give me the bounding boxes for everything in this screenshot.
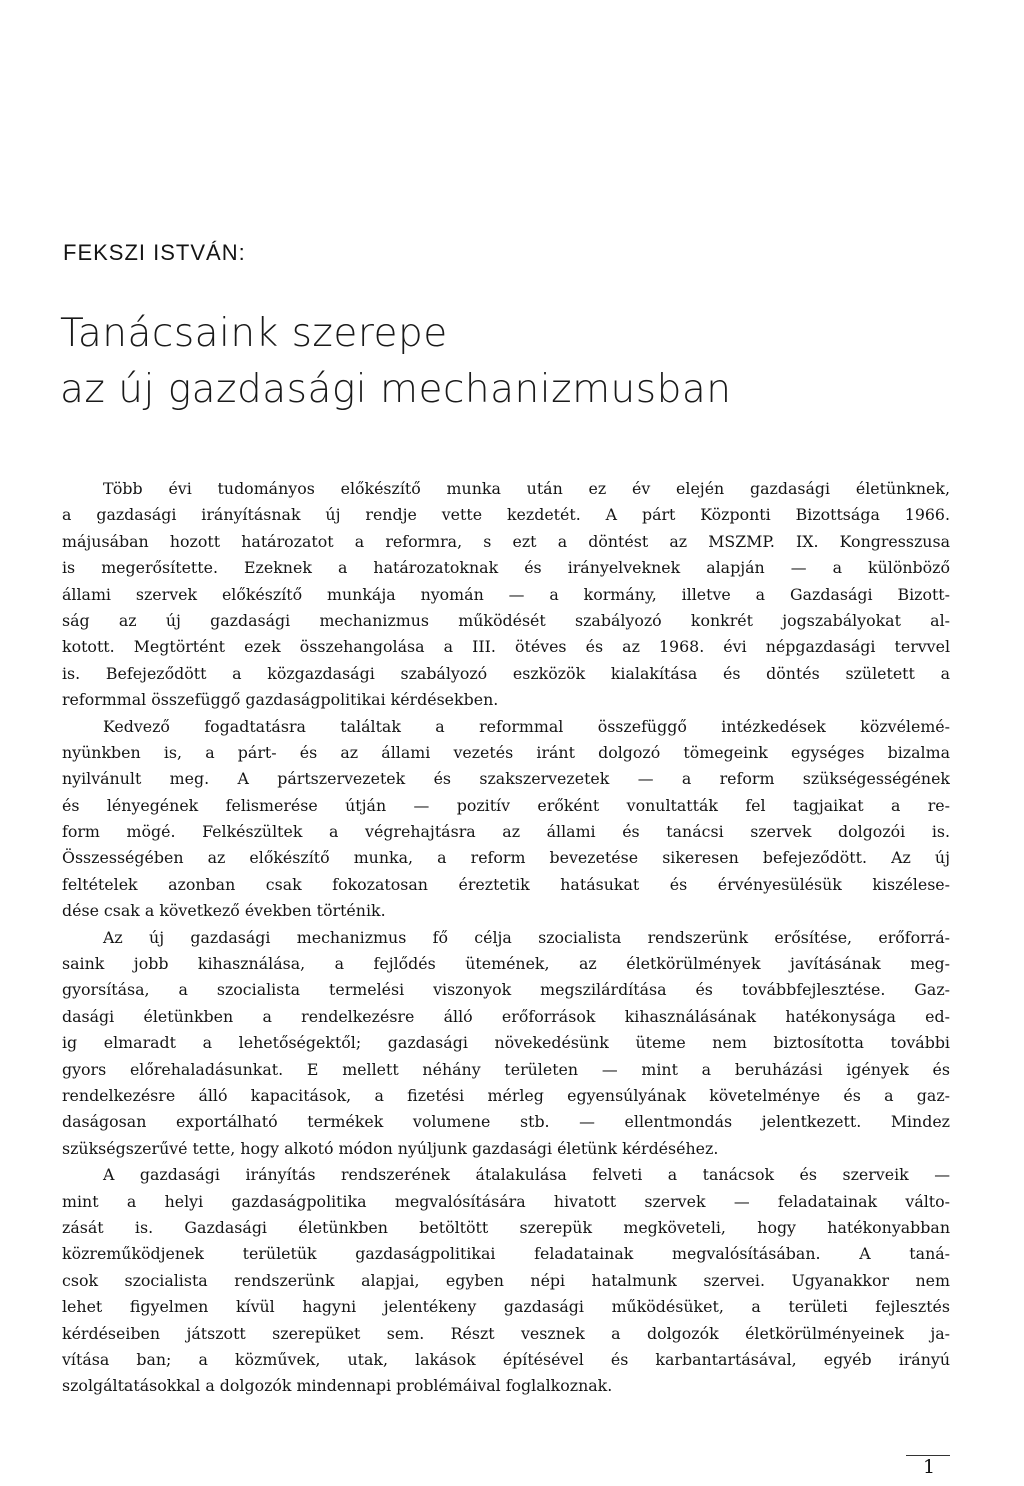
text-line: nyünkben is, a párt- és az állami vezetés iránt dolgozó tömegeink egységes bizalma bbox=[62, 742, 950, 762]
text-line: csok szocialista rendszerünk alapjai, egyben népi hatalmunk szervei. Ugyanakkor nem bbox=[62, 1270, 950, 1290]
text-line: szükségszerűvé tette, hogy alkotó módon nyúljunk gazdasági életünk kérdéséhez. bbox=[62, 1138, 719, 1158]
text-line: vítása ban; a közművek, utak, lakások építésével és karbantartásával, egyéb irányú bbox=[62, 1349, 950, 1369]
text-line: Kedvező fogadtatásra találtak a reformmal összefüggő intézkedések közvélemé- bbox=[103, 716, 950, 736]
text-line: saink jobb kihasználása, a fejlődés ütemének, az életkörülmények javításának meg- bbox=[62, 954, 950, 974]
text-line: lehet figyelmen kívül hagyni jelentékeny gazdasági működésüket, a területi fejlesztés bbox=[62, 1297, 950, 1317]
text-line: Az új gazdasági mechanizmus fő célja szocialista rendszerünk erősítése, erőforrá- bbox=[103, 927, 950, 947]
text-line: közreműködjenek területük gazdaságpolitikai feladatainak megvalósításában. A taná- bbox=[62, 1244, 950, 1264]
article-title bbox=[60, 306, 731, 418]
text-line: reformmal összefüggő gazdaságpolitikai kérdésekben. bbox=[62, 690, 499, 710]
text-line: ság az új gazdasági mechanizmus működését szabályozó konkrét jogszabályokat al- bbox=[62, 610, 950, 630]
text-line: form mögé. Felkészültek a végrehajtásra az állami és tanácsi szervek dolgozói is. bbox=[62, 822, 950, 842]
text-line: zását is. Gazdasági életünkben betöltött szerepük megköveteli, hogy hatékonyabban bbox=[62, 1217, 950, 1237]
title-line: Tanácsaink szerepe bbox=[60, 311, 448, 356]
text-line: Összességében az előkészítő munka, a reform bevezetése sikeresen befejeződött. Az új bbox=[62, 848, 950, 868]
article-body bbox=[62, 476, 950, 1400]
text-line: gyorsítása, a szocialista termelési viszonyok megszilárdítása és továbbfejlesztése. Gaz- bbox=[62, 980, 950, 1000]
text-line: szolgáltatásokkal a dolgozók mindennapi problémáival foglalkoznak. bbox=[62, 1376, 613, 1396]
text-line: májusában hozott határozatot a reformra, s ezt a döntést az MSZMP. IX. Kongresszusa bbox=[62, 531, 950, 551]
text-line: A gazdasági irányítás rendszerének átalakulása felveti a tanácsok és szerveik — bbox=[103, 1165, 950, 1185]
text-line: feltételek azonban csak fokozatosan éreztetik hatásukat és érvényesülésük kiszélese- bbox=[62, 874, 950, 894]
text-line: mint a helyi gazdaságpolitika megvalósítására hivatott szervek — feladatainak válto- bbox=[62, 1191, 950, 1211]
text-line: daságosan exportálható termékek volumene stb. — ellentmondás jelentkezett. Mindez bbox=[62, 1112, 950, 1132]
text-line: gyors előrehaladásunkat. E mellett néhány területen — mint a beruházási igények és bbox=[62, 1059, 950, 1079]
text-line: ig elmaradt a lehetőségektől; gazdasági növekedésünk üteme nem biztosította további bbox=[62, 1033, 950, 1053]
text-line: Több évi tudományos előkészítő munka után ez év elején gazdasági életünknek, bbox=[103, 479, 950, 498]
text-line: állami szervek előkészítő munkája nyomán — a kormány, illetve a Gazdasági Bizott- bbox=[62, 584, 950, 604]
text-line: is megerősítette. Ezeknek a határozatoknak és irányelveknek alapján — a különböző bbox=[62, 558, 950, 578]
text-line: nyilvánult meg. A pártszervezetek és szakszervezetek — a reform szükségességének bbox=[62, 769, 950, 789]
title-line: az új gazdasági mechanizmusban bbox=[60, 367, 732, 412]
author-name: FEKSZI ISTVÁN: bbox=[63, 240, 246, 265]
text-line: dése csak a következő években történik. bbox=[62, 901, 386, 921]
text-line: is. Befejeződött a közgazdasági szabályozó eszközök kialakítása és döntés született a bbox=[62, 663, 950, 683]
page-number: 1 bbox=[923, 1456, 936, 1478]
text-line: a gazdasági irányításnak új rendje vette kezdetét. A párt Központi Bizottsága 1966. bbox=[62, 505, 950, 525]
text-line: kérdéseiben játszott szerepüket sem. Részt vesznek a dolgozók életkörülményeinek ja- bbox=[62, 1323, 950, 1343]
text-line: kotott. Megtörtént ezek összehangolása a III. ötéves és az 1968. évi népgazdasági tervvel bbox=[62, 637, 950, 657]
text-line: dasági életünkben a rendelkezésre álló erőforrások kihasználásának hatékonysága ed- bbox=[62, 1006, 950, 1026]
text-line: és lényegének felismerése útján — pozitív erőként vonultatták fel tagjaikat a re- bbox=[62, 795, 950, 815]
text-line: rendelkezésre álló kapacitások, a fizetési mérleg egyensúlyának követelménye és a gaz- bbox=[62, 1085, 950, 1105]
